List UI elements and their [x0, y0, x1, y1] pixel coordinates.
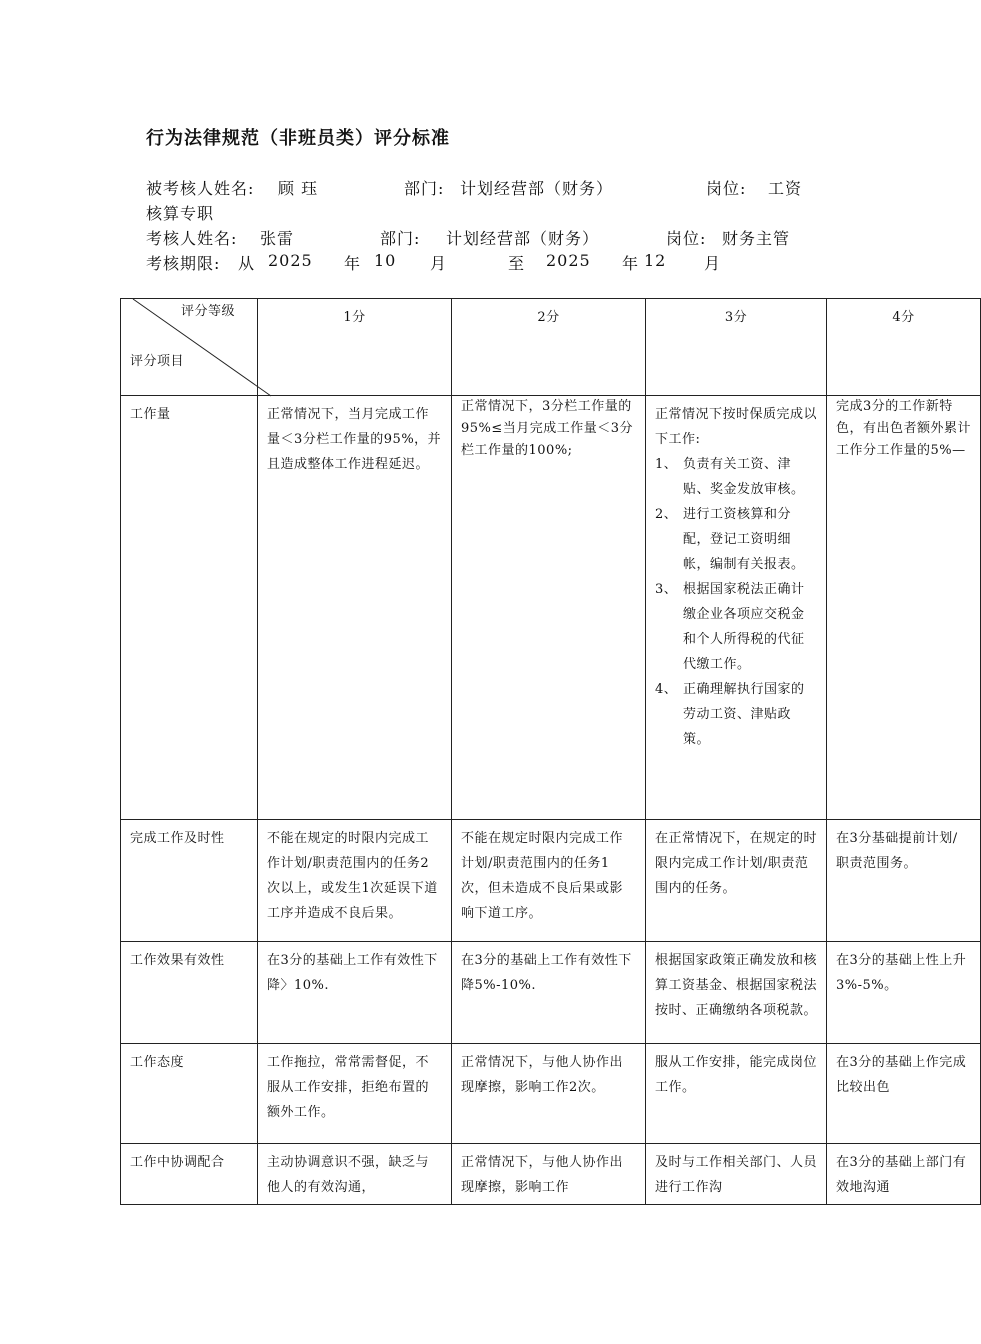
grade-header-2: 2分: [452, 299, 646, 396]
grade-4-cell: 在3分的基础上性上升3%-5%。: [827, 942, 981, 1044]
table-row: [121, 820, 981, 942]
period-month-unit: 月: [430, 254, 448, 273]
row-item: 工作量: [121, 396, 258, 820]
examinee-post: 工资: [768, 179, 803, 198]
row-item: 工作态度: [121, 1044, 258, 1144]
examiner-dept-label: 部门:: [380, 229, 421, 248]
period-to-month-unit: 月: [704, 254, 722, 273]
row-item: 工作效果有效性: [121, 942, 258, 1044]
grade-header-1: 1分: [258, 299, 452, 396]
grade-3-cell: 及时与工作相关部门、人员进行工作沟: [646, 1144, 827, 1205]
examiner-post-label: 岗位:: [666, 229, 707, 248]
list-item: 2、 进行工资核算和分配，登记工资明细帐，编制有关报表。: [655, 507, 805, 572]
table-row: [121, 942, 981, 1044]
grade-1-cell: 不能在规定的时限内完成工作计划/职责范围内的任务2次以上，或发生1次延误下道工序并造成不良后果。: [258, 820, 452, 942]
period-year-unit: 年: [344, 254, 362, 273]
examiner-name: 张雷: [260, 229, 295, 248]
examinee-name: 顾 珏: [278, 179, 319, 198]
grade-4-cell: 在3分的基础上部门有效地沟通: [827, 1144, 981, 1205]
list-item: 3、 根据国家税法正确计缴企业各项应交税金和个人所得税的代征代缴工作。: [655, 582, 805, 672]
corner-item-label: 评分项目: [130, 354, 185, 369]
grade-2-cell: 正常情况下，与他人协作出现摩擦，影响工作: [452, 1144, 646, 1205]
period-to-month: 12: [644, 251, 667, 270]
grade-1-cell: 主动协调意识不强，缺乏与他人的有效沟通，: [258, 1144, 452, 1205]
examinee-dept-label: 部门:: [404, 179, 445, 198]
examiner-post: 财务主管: [722, 229, 791, 248]
grade-header-3: 3分: [646, 299, 827, 396]
period-label: 考核期限:: [146, 254, 221, 273]
scoring-table: [120, 298, 981, 1205]
list-item: 4、 正确理解执行国家的劳动工资、津贴政策。: [655, 682, 805, 747]
period-from-year: 2025: [268, 251, 313, 270]
period-from: 从: [238, 254, 256, 273]
grade-3-cell: 根据国家政策正确发放和核算工资基金、根据国家税法按时、正确缴纳各项税款。: [646, 942, 827, 1044]
grade-4-cell: 在3分的基础上作完成比较出色: [827, 1044, 981, 1144]
grade-3-cell: 服从工作安排，能完成岗位工作。: [646, 1044, 827, 1144]
grade-3-cell: 在正常情况下，在规定的时限内完成工作计划/职责范围内的任务。: [646, 820, 827, 942]
row-item: 工作中协调配合: [121, 1144, 258, 1205]
period-from-month: 10: [374, 251, 397, 270]
grade-header-4: 4分: [827, 299, 981, 396]
corner-level-label: 评分等级: [181, 304, 236, 319]
examiner-dept: 计划经营部（财务）: [446, 229, 600, 248]
examiner-name-label: 考核人姓名:: [146, 229, 238, 248]
grade-2-cell: 不能在规定时限内完成工作计划/职责范围内的任务1次，但未造成不良后果或影响下道工序。: [452, 820, 646, 942]
grade-1-cell: 在3分的基础上工作有效性下降〉10%.: [258, 942, 452, 1044]
table-row: [121, 1144, 981, 1205]
table-row: [121, 396, 981, 820]
grade-2-cell: 在3分的基础上工作有效性下降5%-10%.: [452, 942, 646, 1044]
duty-list: [655, 452, 817, 752]
document-title: 行为法律规范（非班员类）评分标准: [146, 128, 450, 149]
examinee-name-label: 被考核人姓名:: [146, 179, 255, 198]
period-to-year: 2025: [546, 251, 591, 270]
examinee-post-label: 岗位:: [706, 179, 747, 198]
grade-4-cell: 完成3分的工作新特色，有出色者额外累计工作分工作量的5%—: [827, 396, 981, 820]
grade-1-cell: 工作拖拉，常常需督促，不服从工作安排，拒绝布置的额外工作。: [258, 1044, 452, 1144]
examinee-post-line2: 核算专职: [146, 204, 215, 223]
row-item: 完成工作及时性: [121, 820, 258, 942]
grade-3-cell: [646, 396, 827, 820]
period-to: 至: [508, 254, 526, 273]
grade-3-intro: 正常情况下按时保质完成以下工作:: [655, 407, 818, 447]
table-header-row: [121, 299, 981, 396]
grade-1-cell: 正常情况下，当月完成工作量＜3分栏工作量的95%，并且造成整体工作进程延迟。: [258, 396, 452, 820]
period-to-year-unit: 年: [622, 254, 640, 273]
table-row: [121, 1044, 981, 1144]
grade-2-cell: 正常情况下，3分栏工作量的95%≤当月完成工作量＜3分栏工作量的100%;: [452, 396, 646, 820]
list-item: 1、 负责有关工资、津贴、奖金发放审核。: [655, 457, 805, 497]
examinee-dept: 计划经营部（财务）: [460, 179, 614, 198]
grade-2-cell: 正常情况下，与他人协作出现摩擦，影响工作2次。: [452, 1044, 646, 1144]
corner-cell: [121, 299, 258, 396]
grade-4-cell: 在3分基础提前计划/职责范围务。: [827, 820, 981, 942]
